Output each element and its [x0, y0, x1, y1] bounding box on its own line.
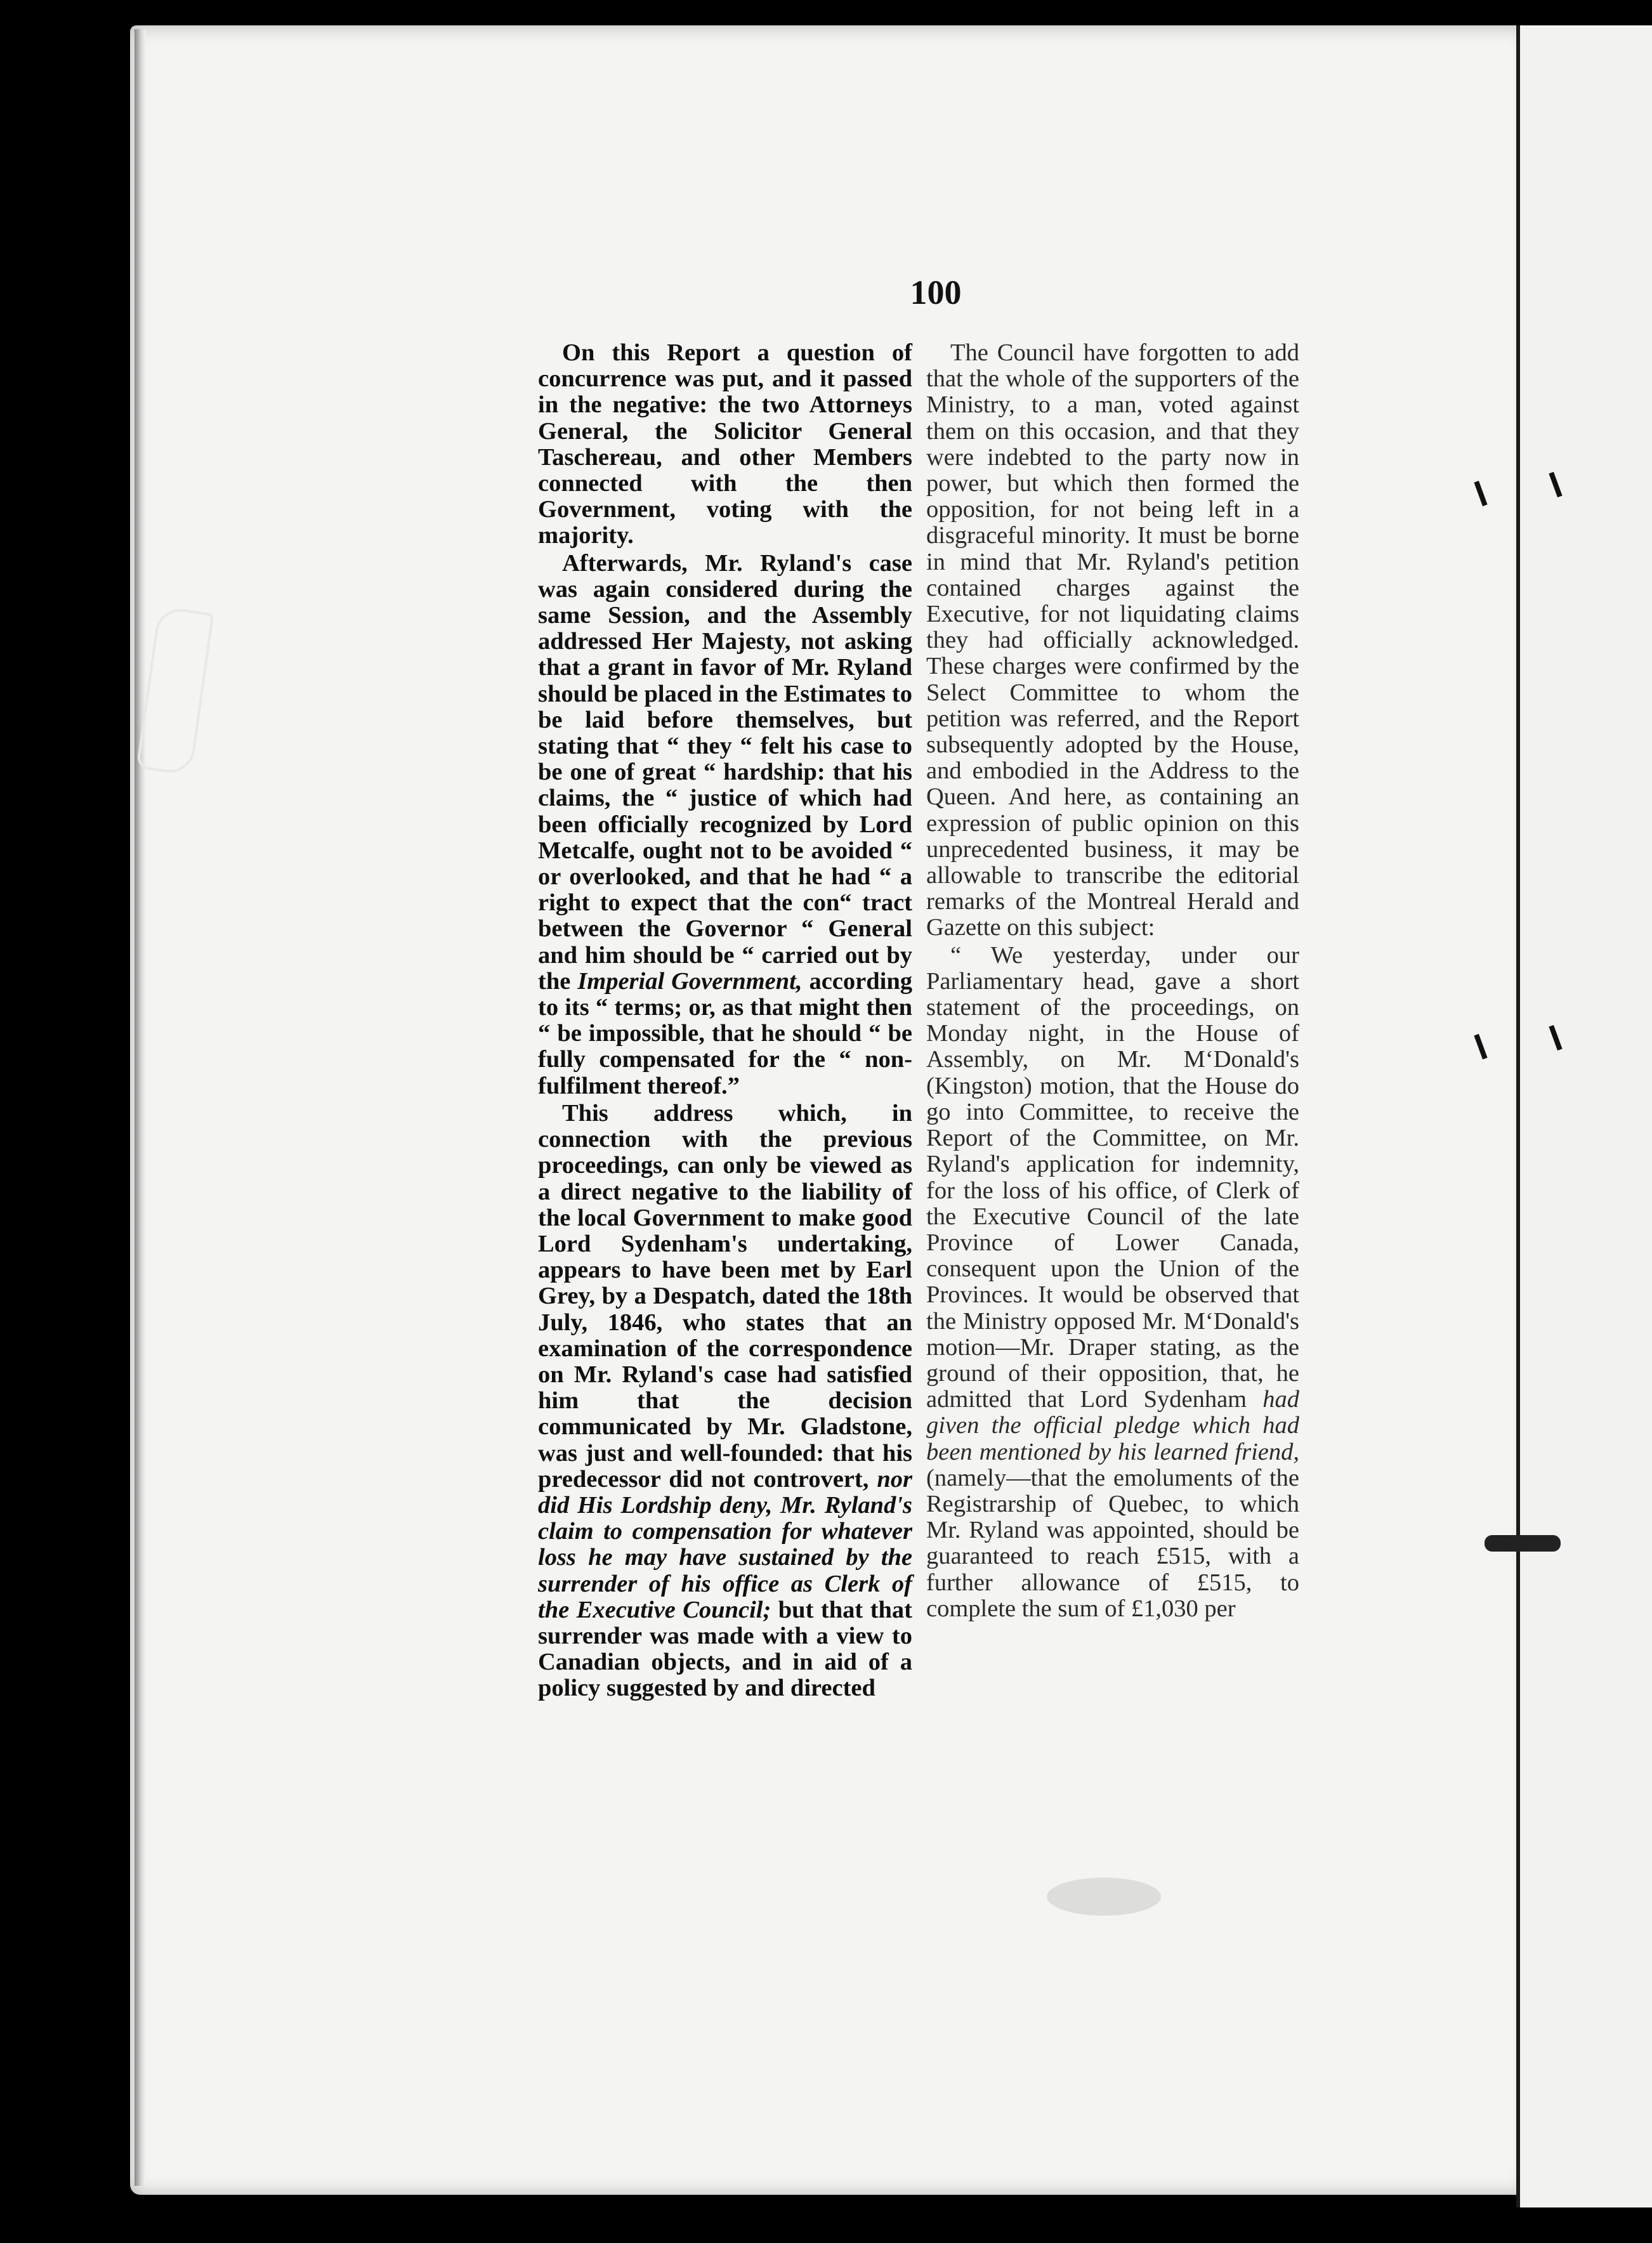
- text-run: (namely—that the emoluments of the Registrarship of Quebec, to which Mr. Ryland was appointed, should be guaranteed to reach £515, with a further allowance of £515, to complete the sum of £1,030 per: [926, 1464, 1299, 1622]
- paragraph: [926, 340, 1299, 941]
- left-column: [538, 340, 912, 1702]
- paragraph: [926, 943, 1299, 1622]
- text-run: “ We yesterday, under our Parliamentary head, gave a short statement of the proceedings, on Monday night, in the House of Assembly, on Mr. M‘Donald's (Kingston) motion, that the House do go into Committee, to receive the Report of the Committee, on Mr. Ryland's application for indemnity, for the loss of his office, of Clerk of the Executive Council of the late Province of Lower Canada, consequent upon the Union of the Provinces. It would be observed that the Ministry opposed Mr. M‘Donald's motion—Mr. Draper stating, as the ground of their opposition, that, he admitted that Lord Sydenham: [926, 941, 1299, 1413]
- text-run: This address which, in connection with the previous proceedings, can only be viewed as a direct negative to the liability of the local Government to make good Lord Sydenham's undertaking, appears to have been met by Earl Grey, by a Despatch, dated the 18th July, 1846, who states that an examination of the correspondence on Mr. Ryland's case had satisfied him that the decision communicated by Mr. Gladstone, was just and well-founded: that his predecessor did not controvert,: [538, 1099, 912, 1493]
- adjacent-page-edge: [1516, 25, 1652, 2207]
- text-run: The Council have forgotten to add that the whole of the supporters of the Ministry, to a man, voted against them on this occasion, and that they were indebted to the party now in power, but which then formed the opposition, for not being left in a disgraceful minority. It must be borne in mind that Mr. Ryland's petition contained charges against the Executive, for not liquidating claims they had officially acknowledged. These charges were confirmed by the Select Committee to whom the petition was referred, and the Report subsequently adopted by the House, and embodied in the Address to the Queen. And here, as containing an expression of public opinion on this unprecedented business, it may be allowable to transcribe the editorial remarks of the Montreal Herald and Gazette on this subject:: [926, 339, 1299, 941]
- margin-clip-mark: [1485, 1535, 1561, 1552]
- paper-stain: [1047, 1878, 1161, 1916]
- text-run: but that that surrender was made with a view to Canadian objects, and in aid of a policy suggested by and directed: [538, 1596, 912, 1702]
- italic-run: Imperial Government,: [577, 967, 803, 995]
- text-run: Afterwards, Mr. Ryland's case was again considered during the same Session, and the Assembly addressed Her Majesty, not asking that a grant in favor of Mr. Ryland should be placed in the Estimates to be laid before themselves, but stating that “ they “ felt his case to be one of great “ hardship: that his claims, the “ justice of which had been officially recognized by Lord Metcalfe, ought not to be avoided “ or overlooked, and that he had “ a right to expect that the con“ tract between the Governor “ General and him should be “ carried out by the: [538, 549, 912, 995]
- text-run: On this Report a question of concurrence was put, and it passed in the negative: the two Attorneys General, the Solicitor General Taschereau, and other Members connected with the then Government, voting with the majority.: [538, 339, 912, 549]
- italic-run: nor did His Lordship deny, Mr. Ryland's claim to compensation for whatever loss he may have sustained by the surrender of his office as Clerk of the Executive Council;: [538, 1465, 912, 1623]
- paragraph: [538, 1101, 912, 1702]
- text-run: according to its “ terms; or, as that might then “ be impossible, that he should “ be fully compensated for the “ non-fulfilment thereof.”: [538, 967, 912, 1099]
- paragraph: [538, 551, 912, 1099]
- italic-run: had given the official pledge which had been mentioned by his learned friend,: [926, 1386, 1299, 1465]
- paragraph: [538, 340, 912, 549]
- right-column: [926, 340, 1299, 1622]
- page-number: 100: [910, 273, 962, 311]
- page-binding-edge: [134, 29, 146, 2186]
